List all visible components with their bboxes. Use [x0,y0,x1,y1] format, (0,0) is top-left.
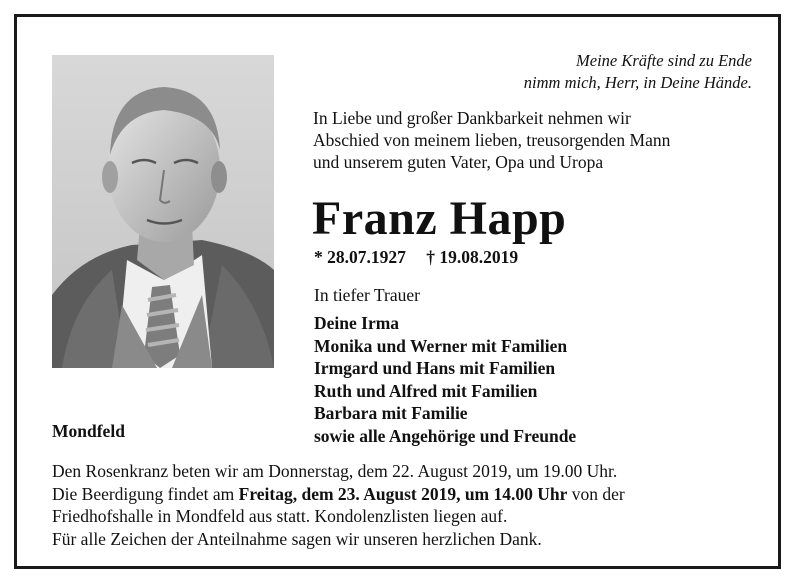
mourner-line: Ruth und Alfred mit Familien [314,380,538,401]
intro-line-3: und unserem guten Vater, Opa und Uropa [313,152,604,172]
motto-verse [422,50,752,94]
death-date: † 19.08.2019 [426,247,519,267]
intro-line-2: Abschied von meinem lieben, treusorgenden Mann [313,130,671,150]
motto-line-2: nimm mich, Herr, in Deine Hände. [523,73,752,92]
birth-date: * 28.07.1927 [314,247,406,267]
intro-text [313,107,753,173]
motto-line-1: Meine Kräfte sind zu Ende [576,51,752,70]
deceased-name: Franz Happ [312,192,567,245]
mourners-list [314,312,754,447]
mourner-line: Barbara mit Familie [314,403,468,423]
mourner-line: Irmgard und Hans mit Familien [314,358,556,378]
notice-line-3: Friedhofshalle in Mondfeld aus statt. Kondolenzlisten liegen auf. [52,506,508,526]
intro-line-1: In Liebe und großer Dankbarkeit nehmen wir [313,108,631,128]
notice-line-2 [52,483,752,506]
notice-line-2-pre: Die Beerdigung findet am [52,483,239,504]
notice-line-4: Für alle Zeichen der Anteilnahme sagen wir unseren herzlichen Dank. [52,528,542,549]
portrait-photo [52,55,274,368]
funeral-date: Freitag, dem 23. August 2019, um 14.00 Uhr [238,483,568,504]
mourner-line: sowie alle Angehörige und Freunde [314,425,577,446]
mourner-line: Deine Irma [314,313,400,333]
mourning-label: In tiefer Trauer [314,285,420,305]
life-dates [314,247,518,268]
notice-line-2-post: von der [567,483,625,504]
place-name: Mondfeld [52,421,125,441]
funeral-notice [52,460,752,550]
mourner-line: Monika und Werner mit Familien [314,335,568,356]
notice-line-1: Den Rosenkranz beten wir am Donnerstag, dem 22. August 2019, um 19.00 Uhr. [52,461,618,481]
